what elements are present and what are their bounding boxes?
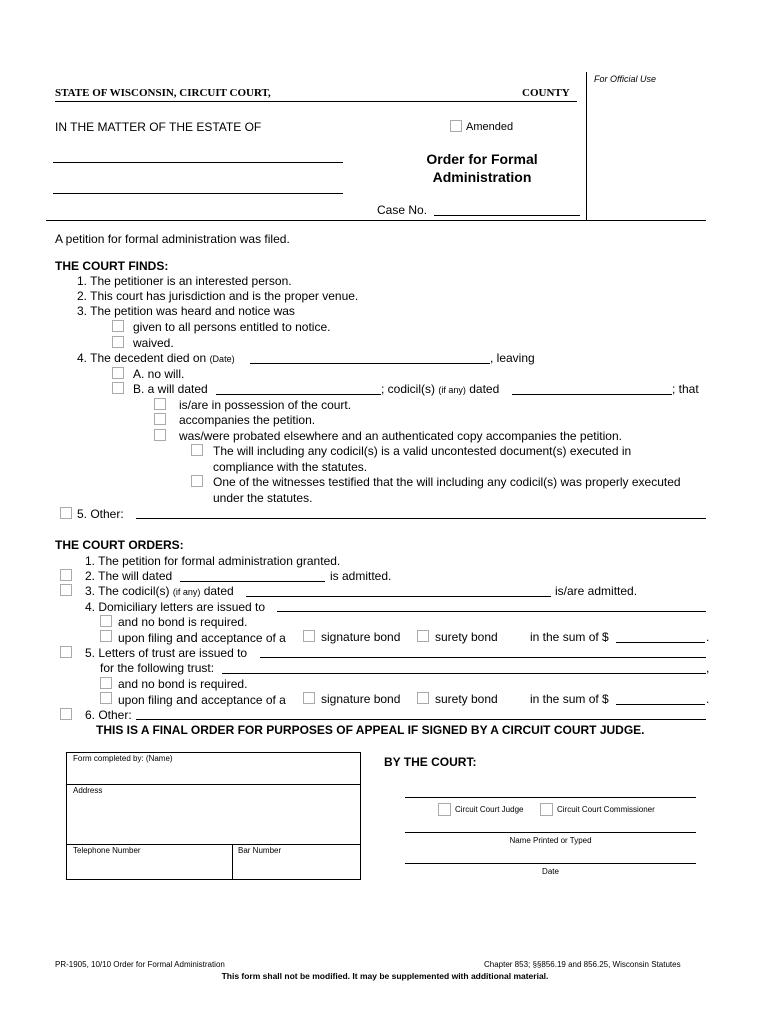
orders-other-field[interactable] <box>136 719 706 720</box>
notice-given-label: given to all persons entitled to notice. <box>133 320 331 334</box>
finds-other-field[interactable] <box>136 518 706 519</box>
case-no-label: Case No. <box>377 203 428 217</box>
domiciliary-sum-period: . <box>706 630 710 644</box>
upon-acceptance: acceptance of a <box>201 631 286 645</box>
final-order-notice: THIS IS A FINAL ORDER FOR PURPOSES OF APPEAL IF SIGNED BY A CIRCUIT COURT JUDGE. <box>96 723 645 737</box>
will-dated-checkbox[interactable] <box>112 382 124 394</box>
domiciliary-no-bond-checkbox[interactable] <box>100 615 112 627</box>
telephone-label: Telephone Number <box>73 846 141 855</box>
codicil-admitted-checkbox[interactable] <box>60 584 72 596</box>
printed-name-line[interactable] <box>405 832 696 833</box>
codicil-admitted-if-any: (if any) <box>172 587 201 597</box>
notice-given-checkbox[interactable] <box>112 320 124 332</box>
commissioner-label: Circuit Court Commissioner <box>557 805 655 814</box>
trust-surety-bond-checkbox[interactable] <box>417 692 429 704</box>
finds-item-2: 2. This court has jurisdiction and is the proper venue. <box>77 289 359 303</box>
death-date-field[interactable] <box>250 363 490 364</box>
died-on-label: 4. The decedent died on <box>77 351 207 365</box>
orders-item-4: 4. Domiciliary letters are issued to <box>85 600 266 614</box>
trust-name-comma: , <box>706 661 710 675</box>
trust-sum-label: in the sum of $ <box>530 692 609 706</box>
trust-name-field[interactable] <box>222 673 706 674</box>
codicil-admitted-pre <box>85 584 234 598</box>
trust-signature-bond-checkbox[interactable] <box>303 692 315 704</box>
witness-checkbox[interactable] <box>191 475 203 487</box>
trust-letters-checkbox[interactable] <box>60 646 72 658</box>
finds-item-4 <box>77 351 235 365</box>
estate-name-line-1[interactable] <box>53 162 343 163</box>
trust-upon-acceptance: acceptance of a <box>201 693 286 707</box>
trust-upon-filing-label <box>118 692 286 707</box>
trust-no-bond-checkbox[interactable] <box>100 677 112 689</box>
orders-other-label: 6. Other: <box>85 708 132 722</box>
amended-checkbox[interactable] <box>450 120 462 132</box>
trust-name-label: for the following trust: <box>100 661 215 675</box>
domiciliary-sum-label: in the sum of $ <box>530 630 609 644</box>
form-completed-box <box>66 752 361 880</box>
bar-number-label: Bar Number <box>238 846 282 855</box>
will-date-field[interactable] <box>216 394 381 395</box>
will-admitted-checkbox[interactable] <box>60 569 72 581</box>
header-bottom-rule <box>46 220 706 221</box>
domiciliary-signature-bond-checkbox[interactable] <box>303 630 315 642</box>
trust-upon-filing-checkbox[interactable] <box>100 692 112 704</box>
judge-checkbox[interactable] <box>438 803 451 816</box>
date-line[interactable] <box>405 863 696 864</box>
finds-item-1: 1. The petitioner is an interested person. <box>77 274 292 288</box>
state-court-label: STATE OF WISCONSIN, CIRCUIT COURT, <box>55 87 271 99</box>
trust-signature-bond-label: signature bond <box>321 692 401 706</box>
possession-label: is/are in possession of the court. <box>179 398 352 412</box>
form-title-line2: Administration <box>432 169 532 185</box>
trust-upon-and: and <box>176 692 198 707</box>
upon-text: upon filing <box>118 631 173 645</box>
codicil-admitted-text: 3. The codicil(s) <box>85 584 170 598</box>
form-title-line1: Order for Formal <box>426 151 538 167</box>
domiciliary-surety-bond-label: surety bond <box>435 630 498 644</box>
finds-item-3: 3. The petition was heard and notice was <box>77 304 295 318</box>
date-label: Date <box>542 867 559 876</box>
domiciliary-upon-filing-label <box>118 630 286 645</box>
domiciliary-surety-bond-checkbox[interactable] <box>417 630 429 642</box>
trust-recipient-field[interactable] <box>260 657 706 658</box>
amended-label: Amended <box>466 121 514 133</box>
orders-other-checkbox[interactable] <box>60 708 72 720</box>
that-label: ; that <box>672 382 699 396</box>
notice-waived-label: waived. <box>133 336 174 350</box>
domiciliary-recipient-field[interactable] <box>277 611 706 612</box>
form-box-divider-1 <box>66 784 361 785</box>
codicil-date-field[interactable] <box>512 394 672 395</box>
valid-document-checkbox[interactable] <box>191 444 203 456</box>
domiciliary-signature-bond-label: signature bond <box>321 630 401 644</box>
valid-document-line1: The will including any codicil(s) is a valid uncontested document(s) executed in <box>213 444 632 458</box>
leaving-label: , leaving <box>490 351 535 365</box>
domiciliary-upon-filing-checkbox[interactable] <box>100 630 112 642</box>
admitted-will-date-field[interactable] <box>180 581 325 582</box>
trust-letters-label: 5. Letters of trust are issued to <box>85 646 248 660</box>
form-box-divider-2 <box>66 844 361 845</box>
address-label: Address <box>73 786 103 795</box>
codicil-if-any: (if any) <box>438 385 466 395</box>
estate-matter-label: IN THE MATTER OF THE ESTATE OF <box>55 120 262 134</box>
codicil-admitted-post: is/are admitted. <box>555 584 638 598</box>
form-id: PR-1905, 10/10 Order for Formal Administration <box>55 960 225 969</box>
date-hint: (Date) <box>209 354 235 364</box>
admitted-codicil-date-field[interactable] <box>246 596 551 597</box>
valid-document-line2: compliance with the statutes. <box>213 460 368 474</box>
upon-and: and <box>176 630 198 645</box>
court-orders-heading: THE COURT ORDERS: <box>55 538 184 552</box>
county-label: COUNTY <box>522 87 570 99</box>
no-will-checkbox[interactable] <box>112 367 124 379</box>
intro-text: A petition for formal administration was filed. <box>55 232 290 246</box>
form-box-divider-3 <box>232 844 233 880</box>
printed-name-label: Name Printed or Typed <box>509 836 592 845</box>
finds-other-label: 5. Other: <box>77 507 124 521</box>
possession-checkbox[interactable] <box>154 398 166 410</box>
case-no-field[interactable] <box>434 215 580 216</box>
estate-name-line-2[interactable] <box>53 193 343 194</box>
codicil-admitted-dated: dated <box>203 584 234 598</box>
commissioner-checkbox[interactable] <box>540 803 553 816</box>
codicil-label <box>381 382 499 396</box>
trust-sum-period: . <box>706 692 710 706</box>
official-use-divider <box>586 72 587 220</box>
trust-sum-field[interactable] <box>616 704 705 705</box>
probated-elsewhere-checkbox[interactable] <box>154 429 166 441</box>
orders-item-1: 1. The petition for formal administration granted. <box>85 554 341 568</box>
judge-label: Circuit Court Judge <box>455 805 524 814</box>
will-admitted-post: is admitted. <box>330 569 392 583</box>
domiciliary-sum-field[interactable] <box>616 642 705 643</box>
by-the-court-label: BY THE COURT: <box>384 755 477 769</box>
witness-line1: One of the witnesses testified that the will including any codicil(s) was properly executed <box>213 475 681 489</box>
domiciliary-no-bond-label: and no bond is required. <box>118 615 248 629</box>
signature-line[interactable] <box>405 797 696 798</box>
will-admitted-pre: 2. The will dated <box>85 569 173 583</box>
court-finds-heading: THE COURT FINDS: <box>55 259 169 273</box>
completed-by-label: Form completed by: (Name) <box>73 754 173 763</box>
official-use-label: For Official Use <box>594 74 657 84</box>
accompanies-checkbox[interactable] <box>154 413 166 425</box>
witness-line2: under the statutes. <box>213 491 313 505</box>
notice-waived-checkbox[interactable] <box>112 336 124 348</box>
accompanies-label: accompanies the petition. <box>179 413 316 427</box>
will-dated-label: B. a will dated <box>133 382 208 396</box>
probated-elsewhere-label: was/were probated elsewhere and an authenticated copy accompanies the petition. <box>179 429 622 443</box>
statute-reference: Chapter 853; §§856.19 and 856.25, Wisconsin Statutes <box>484 960 681 969</box>
trust-no-bond-label: and no bond is required. <box>118 677 248 691</box>
trust-upon-text: upon filing <box>118 693 173 707</box>
county-line[interactable] <box>55 101 577 102</box>
codicil-text: ; codicil(s) <box>381 382 436 396</box>
finds-other-checkbox[interactable] <box>60 507 72 519</box>
trust-surety-bond-label: surety bond <box>435 692 498 706</box>
codicil-dated: dated <box>469 382 500 396</box>
modification-notice: This form shall not be modified. It may be supplemented with additional material. <box>221 971 549 981</box>
no-will-label: A. no will. <box>133 367 185 381</box>
